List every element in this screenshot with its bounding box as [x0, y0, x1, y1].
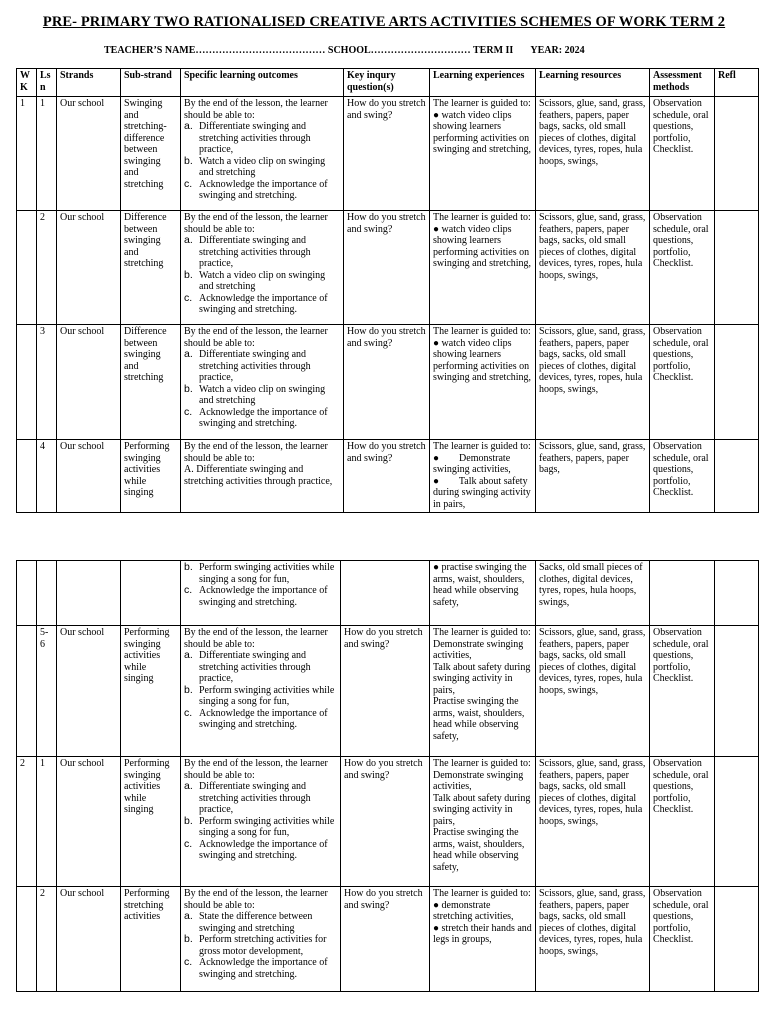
outcomes-cell: [181, 325, 344, 440]
lesson-cell: 3: [37, 325, 57, 440]
assessment-cell: Observation schedule, oral questions, portfolio, Checklist.: [650, 757, 715, 887]
assessment-cell: Observation schedule, oral questions, portfolio, Checklist.: [650, 211, 715, 325]
lesson-cell: [37, 561, 57, 626]
outcome-marker: b.: [184, 814, 193, 827]
lesson-cell: 1: [37, 757, 57, 887]
outcome-text: Acknowledge the importance of swinging and stretching.: [199, 838, 328, 861]
experiences-cell: [430, 757, 536, 887]
outcome-item: [184, 270, 340, 293]
scheme-table-page-2: [16, 560, 759, 992]
outcomes-cell: [181, 757, 341, 887]
table-row: [17, 561, 759, 626]
outcome-text: State the difference between swinging and stretching: [199, 911, 313, 934]
outcome-item: [184, 585, 337, 608]
col-header-outcomes: Specific learning outcomes: [181, 69, 344, 97]
key-inquiry-cell: How do you stretch and swing?: [344, 440, 430, 513]
reflection-cell: [715, 757, 759, 887]
outcome-text: Acknowledge the importance of swinging and stretching.: [199, 292, 328, 315]
outcome-text: Acknowledge the importance of swinging and stretching.: [199, 406, 328, 429]
experiences-lead: The learner is guided to:: [433, 758, 531, 769]
outcome-item: [184, 708, 337, 731]
sub-strand-cell: [121, 561, 181, 626]
outcome-item: [184, 957, 337, 980]
week-cell: [17, 561, 37, 626]
col-header-key-inquiry: Key inqury question(s): [344, 69, 430, 97]
reflection-cell: [715, 887, 759, 992]
outcome-item: [184, 235, 340, 270]
experience-item: ● Demonstrate swinging activities,: [433, 452, 513, 475]
outcome-marker: a.: [184, 120, 193, 132]
key-inquiry-cell: How do you stretch and swing?: [341, 626, 430, 757]
outcomes-cell: [181, 97, 344, 211]
outcome-marker: a.: [184, 780, 193, 792]
outcomes-list: [184, 650, 337, 731]
key-inquiry-cell: How do you stretch and swing?: [341, 887, 430, 992]
col-header-assessment: Assessment methods: [650, 69, 715, 97]
outcome-text: Differentiate swinging and stretching activities through practice,: [199, 650, 311, 684]
outcome-text: Perform swinging activities while singing a song for fun,: [199, 562, 335, 585]
strand-cell: Our school: [57, 626, 121, 757]
experience-item: ● practise swinging the arms, waist, shoulders, head while observing safety,: [433, 562, 530, 608]
strand-cell: Our school: [57, 325, 121, 440]
outcome-text: Perform swinging activities while singing a song for fun,: [199, 815, 335, 838]
strand-cell: Our school: [57, 887, 121, 992]
table-row: [17, 887, 759, 992]
outcomes-lead: By the end of the lesson, the learner should be able to:: [184, 98, 328, 121]
outcome-text: Differentiate swinging and stretching activities through practice,: [199, 349, 311, 383]
experience-item: Practise swinging the arms, waist, shoulders, head while observing safety,: [433, 696, 527, 742]
experiences-cell: [430, 887, 536, 992]
table-row: [17, 211, 759, 325]
experiences-cell: [430, 325, 536, 440]
outcomes-lead: By the end of the lesson, the learner should be able to:: [184, 326, 328, 349]
outcome-item: [184, 562, 337, 585]
document-title: PRE- PRIMARY TWO RATIONALISED CREATIVE ARTS ACTIVITIES SCHEMES OF WORK TERM 2: [42, 14, 726, 30]
experience-item: Demonstrate swinging activities,: [433, 769, 526, 792]
outcomes-cell: [181, 211, 344, 325]
strand-cell: Our school: [57, 211, 121, 325]
reflection-cell: [715, 211, 759, 325]
experiences-lead: The learner is guided to:: [433, 441, 531, 452]
assessment-cell: Observation schedule, oral questions, portfolio, Checklist.: [650, 626, 715, 757]
outcomes-lead: By the end of the lesson, the learner should be able to:: [184, 888, 328, 911]
experiences-cell: [430, 440, 536, 513]
reflection-cell: [715, 97, 759, 211]
outcome-text: Perform swinging activities while singing a song for fun,: [199, 684, 335, 707]
outcomes-lead: By the end of the lesson, the learner should be able to:: [184, 758, 328, 781]
outcome-item: [184, 384, 340, 407]
experience-item: Practise swinging the arms, waist, shoulders, head while observing safety,: [433, 827, 527, 873]
outcomes-list: [184, 349, 340, 430]
resources-cell: Scissors, glue, sand, grass, feathers, papers, paper bags,: [536, 440, 650, 513]
table-row: [17, 440, 759, 513]
outcome-marker: b.: [184, 382, 193, 395]
week-cell: [17, 211, 37, 325]
outcome-text: Differentiate swinging and stretching activities through practice,: [199, 121, 311, 155]
key-inquiry-cell: How do you stretch and swing?: [344, 97, 430, 211]
outcome-plain: A. Differentiate swinging and stretching activities through practice,: [184, 464, 333, 487]
outcome-marker: a.: [184, 234, 193, 246]
outcome-text: Acknowledge the importance of swinging and stretching.: [199, 585, 328, 608]
experiences-lead: The learner is guided to:: [433, 98, 531, 109]
outcome-marker: b.: [184, 154, 193, 167]
strand-cell: Our school: [57, 757, 121, 887]
outcomes-lead: By the end of the lesson, the learner should be able to:: [184, 441, 328, 464]
sub-strand-cell: Performing swinging activities while singing: [121, 757, 181, 887]
outcome-text: Watch a video clip on swinging and stretching: [199, 155, 326, 178]
experience-item: Talk about safety during swinging activity in pairs,: [433, 792, 533, 827]
assessment-cell: Observation schedule, oral questions, portfolio, Checklist.: [650, 887, 715, 992]
week-cell: [17, 887, 37, 992]
outcome-text: Watch a video clip on swinging and stretching: [199, 383, 326, 406]
outcome-item: [184, 293, 340, 316]
sub-strand-cell: Swinging and stretching- difference between swinging and stretching: [121, 97, 181, 211]
outcome-item: [184, 179, 340, 202]
outcome-item: [184, 121, 340, 156]
experiences-cell: [430, 626, 536, 757]
assessment-cell: Observation schedule, oral questions, portfolio, Checklist.: [650, 325, 715, 440]
key-inquiry-cell: How do you stretch and swing?: [341, 757, 430, 887]
outcome-item: [184, 816, 337, 839]
outcome-text: Perform stretching activities for gross motor development,: [199, 934, 327, 957]
outcome-marker: a.: [184, 348, 193, 360]
experience-item: ● watch video clips showing learners performing activities on swinging and stretching,: [433, 337, 532, 383]
resources-cell: Scissors, glue, sand, grass, feathers, papers, paper bags, sacks, old small pieces of clothes, digital devices, tyres, ropes, hula hoops, swings,: [536, 626, 650, 757]
experience-item: ● stretch their hands and legs in groups,: [433, 922, 535, 945]
experience-item: Demonstrate swinging activities,: [433, 638, 526, 661]
sub-strand-cell: Difference between swinging and stretching: [121, 325, 181, 440]
outcome-text: Acknowledge the importance of swinging and stretching.: [199, 957, 328, 980]
lesson-cell: 1: [37, 97, 57, 211]
lesson-cell: 2: [37, 887, 57, 992]
lesson-cell: 4: [37, 440, 57, 513]
outcome-marker: c.: [184, 405, 193, 418]
col-header-reflection: Refl: [715, 69, 759, 97]
assessment-cell: Observation schedule, oral questions, portfolio, Checklist.: [650, 97, 715, 211]
outcomes-cell: [181, 561, 341, 626]
outcomes-list: [184, 562, 337, 608]
assessment-cell: Observation schedule, oral questions, portfolio, Checklist.: [650, 440, 715, 513]
resources-cell: Sacks, old small pieces of clothes, digital devices, tyres, ropes, hula hoops, swings,: [536, 561, 650, 626]
outcomes-lead: By the end of the lesson, the learner should be able to:: [184, 627, 328, 650]
outcomes-cell: [181, 626, 341, 757]
outcome-marker: c.: [184, 177, 193, 190]
table-header-row: [17, 69, 759, 97]
resources-cell: Scissors, glue, sand, grass, feathers, papers, paper bags, sacks, old small pieces of clothes, digital devices, tyres, ropes, hula hoops, swings,: [536, 887, 650, 992]
experiences-lead: The learner is guided to:: [433, 212, 531, 223]
col-header-week: W K: [17, 69, 37, 97]
experiences-cell: [430, 561, 536, 626]
reflection-cell: [715, 626, 759, 757]
outcomes-cell: [181, 440, 344, 513]
week-cell: [17, 325, 37, 440]
outcome-item: [184, 839, 337, 862]
col-header-lesson: Ls n: [37, 69, 57, 97]
lesson-cell: 2: [37, 211, 57, 325]
sub-strand-cell: Performing swinging activities while singing: [121, 440, 181, 513]
outcome-marker: c.: [184, 837, 193, 850]
outcome-text: Differentiate swinging and stretching activities through practice,: [199, 235, 311, 269]
experience-item: ● watch video clips showing learners performing activities on swinging and stretching,: [433, 223, 532, 269]
key-inquiry-cell: How do you stretch and swing?: [344, 211, 430, 325]
outcome-item: [184, 911, 337, 934]
experience-item: ● Talk about safety during swinging activity in pairs,: [433, 475, 534, 510]
assessment-cell: [650, 561, 715, 626]
outcomes-lead: By the end of the lesson, the learner should be able to:: [184, 212, 328, 235]
outcome-marker: c.: [184, 291, 193, 304]
outcome-item: [184, 781, 337, 816]
sub-strand-cell: Performing swinging activities while singing: [121, 626, 181, 757]
outcome-marker: c.: [184, 956, 193, 968]
resources-cell: Scissors, glue, sand, grass, feathers, papers, paper bags, sacks, old small pieces of clothes, digital devices, tyres, ropes, hula hoops, swings,: [536, 325, 650, 440]
lesson-cell: 5- 6: [37, 626, 57, 757]
table-row: [17, 97, 759, 211]
resources-cell: Scissors, glue, sand, grass, feathers, papers, paper bags, sacks, old small pieces of clothes, digital devices, tyres, ropes, hula hoops, swings,: [536, 211, 650, 325]
sub-strand-cell: Difference between swinging and stretching: [121, 211, 181, 325]
week-cell: 2: [17, 757, 37, 887]
outcomes-cell: [181, 887, 341, 992]
experience-item: Talk about safety during swinging activity in pairs,: [433, 661, 533, 696]
col-header-strands: Strands: [57, 69, 121, 97]
outcome-item: [184, 156, 340, 179]
week-cell: [17, 440, 37, 513]
outcome-marker: b.: [184, 268, 193, 281]
outcome-marker: b.: [184, 933, 193, 945]
experience-item: ● demonstrate stretching activities,: [433, 899, 514, 922]
outcome-marker: a.: [184, 649, 193, 661]
table-row: [17, 325, 759, 440]
reflection-cell: [715, 561, 759, 626]
experiences-cell: [430, 211, 536, 325]
outcome-item: [184, 685, 337, 708]
outcome-item: [184, 650, 337, 685]
experience-item: ● watch video clips showing learners performing activities on swinging and stretching,: [433, 109, 532, 155]
reflection-cell: [715, 325, 759, 440]
experiences-lead: The learner is guided to:: [433, 888, 531, 899]
strand-cell: [57, 561, 121, 626]
experiences-cell: [430, 97, 536, 211]
outcome-marker: a.: [184, 910, 193, 922]
outcomes-list: [184, 911, 337, 980]
week-cell: [17, 626, 37, 757]
week-cell: 1: [17, 97, 37, 211]
teacher-school-term-line: TEACHER’S NAME………………………………… SCHOOL………………………… TERM II YEAR: 2024: [104, 45, 585, 56]
outcome-marker: b.: [184, 683, 193, 696]
outcomes-list: [184, 781, 337, 862]
outcome-text: Acknowledge the importance of swinging and stretching.: [199, 707, 328, 730]
outcome-text: Differentiate swinging and stretching activities through practice,: [199, 781, 311, 815]
resources-cell: Scissors, glue, sand, grass, feathers, papers, paper bags, sacks, old small pieces of clothes, digital devices, tyres, ropes, hula hoops, swings,: [536, 97, 650, 211]
experiences-lead: The learner is guided to:: [433, 627, 531, 638]
strand-cell: Our school: [57, 440, 121, 513]
outcome-item: [184, 934, 337, 957]
outcome-text: Watch a video clip on swinging and stretching: [199, 269, 326, 292]
outcomes-list: [184, 121, 340, 202]
outcomes-list: [184, 235, 340, 316]
reflection-cell: [715, 440, 759, 513]
col-header-experiences: Learning experiences: [430, 69, 536, 97]
outcome-marker: c.: [184, 706, 193, 719]
experiences-lead: The learner is guided to:: [433, 326, 531, 337]
table-row: [17, 757, 759, 887]
table-row: [17, 626, 759, 757]
outcome-marker: c.: [184, 584, 193, 596]
strand-cell: Our school: [57, 97, 121, 211]
scheme-table-page-1: [16, 68, 759, 513]
key-inquiry-cell: How do you stretch and swing?: [344, 325, 430, 440]
sub-strand-cell: Performing stretching activities: [121, 887, 181, 992]
outcome-marker: b.: [184, 561, 193, 573]
key-inquiry-cell: [341, 561, 430, 626]
resources-cell: Scissors, glue, sand, grass, feathers, papers, paper bags, sacks, old small pieces of clothes, digital devices, tyres, ropes, hula hoops, swings,: [536, 757, 650, 887]
outcome-item: [184, 407, 340, 430]
col-header-sub-strand: Sub-strand: [121, 69, 181, 97]
col-header-resources: Learning resources: [536, 69, 650, 97]
outcome-item: [184, 349, 340, 384]
outcome-text: Acknowledge the importance of swinging and stretching.: [199, 178, 328, 201]
